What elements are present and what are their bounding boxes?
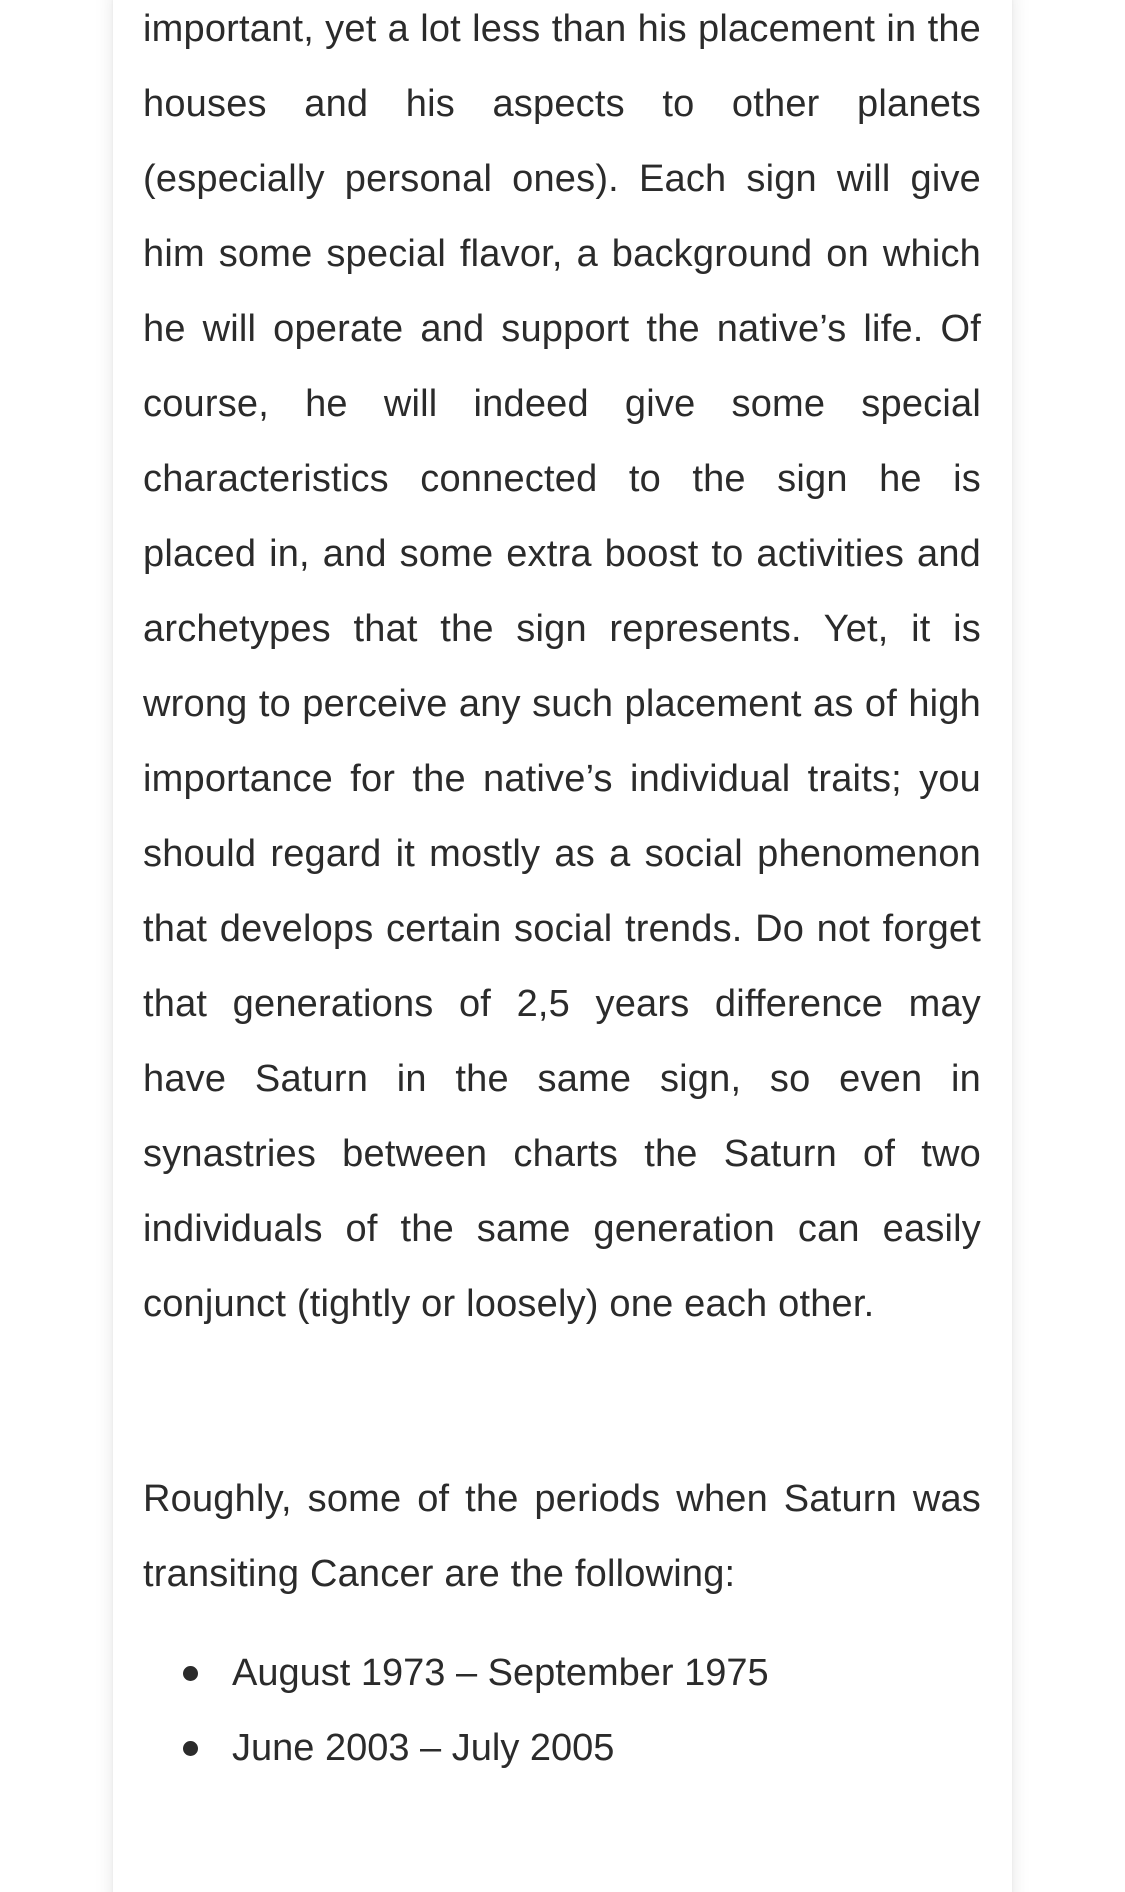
bullet-icon [183, 1666, 198, 1681]
list-item [143, 1711, 981, 1786]
bullet-icon [183, 1741, 198, 1756]
period-text: August 1973 – September 1975 [232, 1652, 769, 1694]
periods-intro-paragraph: Roughly, some of the periods when Saturn was transiting Cancer are the following: [143, 1478, 981, 1595]
saturn-cancer-periods-list [143, 1636, 981, 1786]
article-paragraph: important, yet a lot less than his placement in the houses and his aspects to other planets (especially personal ones). Each sign will give him some special flavor, a background on which he will operate and support the native’s life. Of course, he will indeed give some special characteristics connected to the sign he is placed in, and some extra boost to activities and archetypes that the sign represents. Yet, it is wrong to perceive any such placement as of high importance for the native’s individual traits; you should regard it mostly as a social phenomenon that develops certain social trends. Do not forget that generations of 2,5 years difference may have Saturn in the same sign, so even in synastries between charts the Saturn of two individuals of the same generation can easily conjunct (tightly or loosely) one each other. [143, 8, 981, 1325]
list-item [143, 1636, 981, 1711]
period-text: June 2003 – July 2005 [232, 1727, 615, 1769]
article-content [143, 0, 981, 1786]
